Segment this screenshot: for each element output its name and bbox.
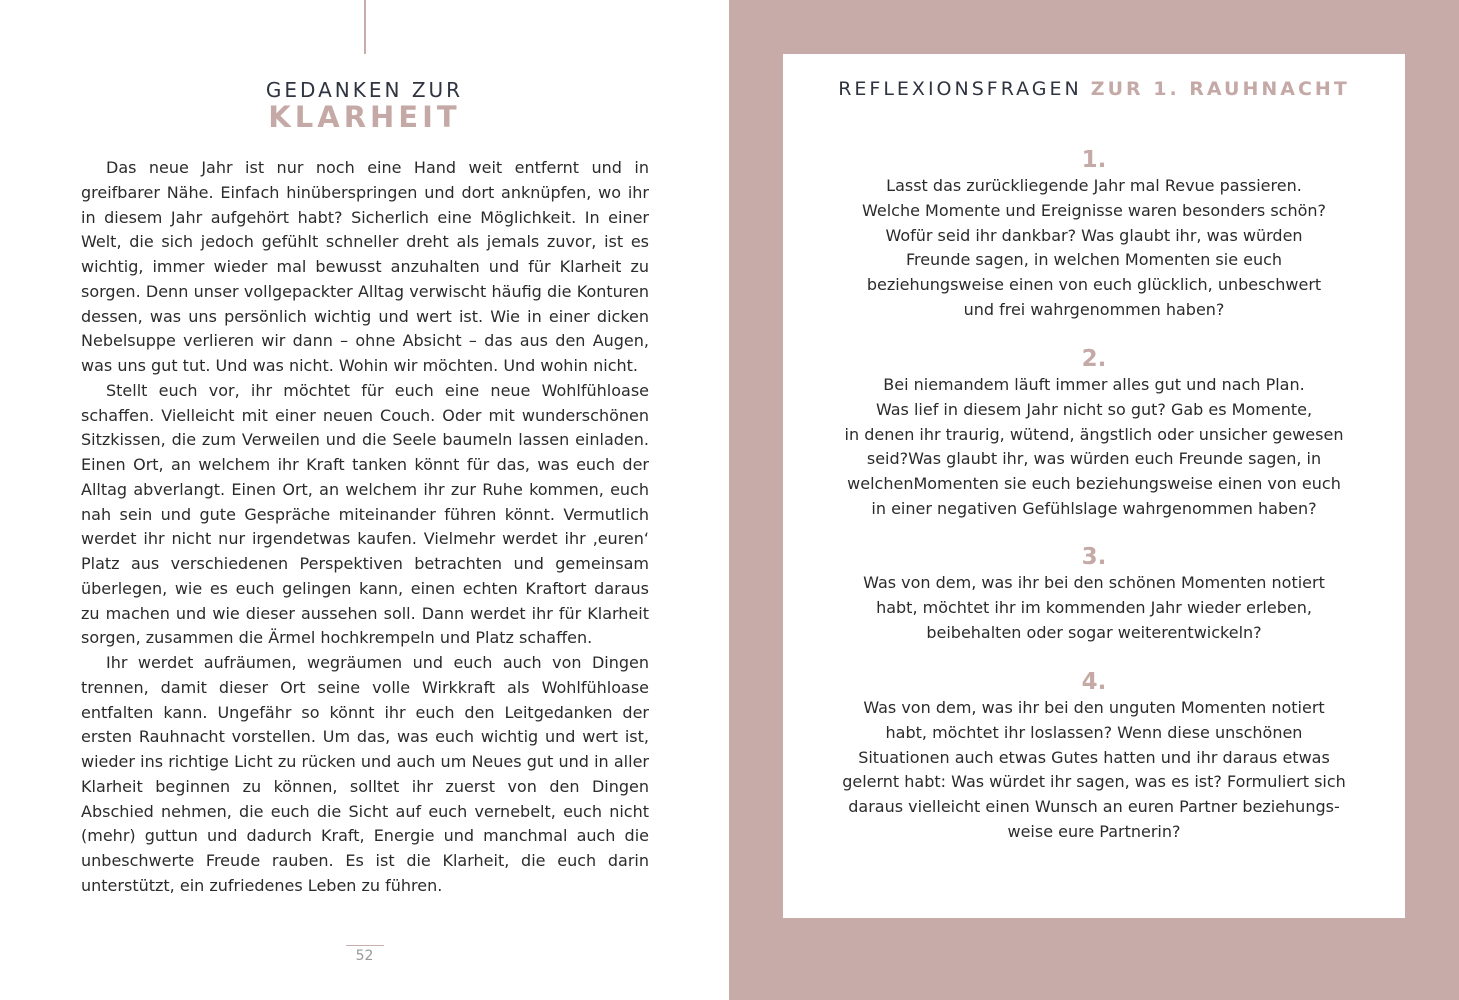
panel-heading-accent: ZUR 1. RAUHNACHT <box>1090 78 1350 100</box>
left-page <box>0 0 729 1000</box>
paragraph-3: Ihr werdet aufräumen, wegräumen und euch auch von Dingen trennen, damit dieser Ort seine volle Wirkkraft als Wohlfühloase entfalten kann. Ungefähr so könnt ihr euch den Leitgedanken der ersten Rauhnacht vorstellen. Um das, was euch wichtig und wert ist, wieder ins richtige Licht zu rücken und auch um Neues gut und in aller Klarheit beginnen zu können, solltet ihr zuerst von den Dingen Abschied nehmen, die euch die Sicht auf euch vernebelt, euch nicht (mehr) guttun und dadurch Kraft, Energie und manchmal auch die unbeschwerte Freude rauben. Es ist die Klarheit, die euch darin unterstützt, ein zufriedenes Leben zu führen. <box>81 653 649 895</box>
question-text <box>823 174 1365 323</box>
question-4 <box>823 668 1365 845</box>
question-line: beziehungsweise einen von euch glücklich, unbeschwert <box>866 275 1322 294</box>
section-heading-kicker: GEDANKEN ZUR <box>265 78 464 102</box>
page-number-rule <box>346 945 384 946</box>
question-line: Was von dem, was ihr bei den unguten Momenten notiert <box>863 698 1325 717</box>
question-line: weise eure Partnerin? <box>1007 821 1181 841</box>
question-line: Lasst das zurückliegende Jahr mal Revue passieren. <box>886 176 1302 195</box>
reflection-panel <box>783 54 1405 918</box>
panel-heading <box>783 78 1405 100</box>
question-line: Was lief in diesem Jahr nicht so gut? Gab es Momente, <box>875 399 1313 419</box>
question-line: beibehalten oder sogar weiterentwickeln? <box>926 622 1262 642</box>
question-number: 2. <box>1081 346 1107 372</box>
question-2 <box>823 345 1365 522</box>
question-line: Wofür seid ihr dankbar? Was glaubt ihr, was würden <box>885 225 1303 245</box>
question-line: Welche Momente und Ereignisse waren besonders schön? <box>861 200 1327 220</box>
question-line: welchenMomenten sie euch beziehungsweise einen von euch <box>847 474 1341 493</box>
question-text <box>823 373 1365 522</box>
top-divider <box>364 0 366 54</box>
question-line: Freunde sagen, in welchen Momenten sie euch <box>905 250 1283 270</box>
question-number: 1. <box>1081 147 1107 173</box>
panel-heading-plain: REFLEXIONSFRAGEN <box>838 78 1082 100</box>
page-number: 52 <box>355 948 374 964</box>
question-number: 4. <box>1081 669 1107 695</box>
question-3 <box>823 543 1365 645</box>
question-line: gelernt habt: Was würdet ihr sagen, was es ist? Formuliert sich <box>842 772 1346 792</box>
question-number: 3. <box>1081 544 1107 570</box>
question-line: Situationen auch etwas Gutes hatten und ihr daraus etwas <box>858 747 1330 767</box>
body-text <box>81 156 649 899</box>
question-line: habt, möchtet ihr im kommenden Jahr wieder erleben, <box>876 597 1312 617</box>
question-line: und frei wahrgenommen haben? <box>963 299 1225 319</box>
section-heading-title: KLARHEIT <box>268 100 461 134</box>
question-line: in denen ihr traurig, wütend, ängstlich oder unsicher gewesen <box>844 424 1344 444</box>
question-line: in einer negativen Gefühlslage wahrgenommen haben? <box>871 498 1317 518</box>
right-page <box>729 0 1459 1000</box>
question-line: daraus vielleicht einen Wunsch an euren Partner beziehungs- <box>848 797 1340 816</box>
question-line: Bei niemandem läuft immer alles gut und nach Plan. <box>883 375 1305 394</box>
question-line: seid?Was glaubt ihr, was würden euch Freunde sagen, in <box>866 449 1322 469</box>
question-text <box>823 571 1365 645</box>
paragraph-1: Das neue Jahr ist nur noch eine Hand weit entfernt und in greifbarer Nähe. Einfach hinüberspringen und dort anknüpfen, wo ihr in diesem Jahr aufgehört habt? Sicherlich eine Möglichkeit. In einer Welt, die sich jedoch gefühlt schneller dreht als jemals zuvor, ist es wichtig, immer wieder mal bewusst anzuhalten und für Klarheit zu sorgen. Denn unser vollgepackter Alltag verwischt häufig die Konturen dessen, was uns persönlich wichtig und wert ist. Wie in einer dicken Nebelsuppe verlieren wir dann – ohne Absicht – das aus den Augen, was uns gut tut. Und was nicht. Wohin wir möchten. Und wohin nicht. <box>81 158 649 375</box>
paragraph-2: Stellt euch vor, ihr möchtet für euch eine neue Wohlfühloase schaffen. Vielleicht mit einer neuen Couch. Oder mit wunderschönen Sitzkissen, die zum Verweilen und die Seele baumeln lassen einladen. Einen Ort, an welchem ihr Kraft tanken könnt für das, was euch der Alltag abverlangt. Einen Ort, an welchem ihr zur Ruhe kommen, euch nah sein und gute Gespräche miteinander führen könnt. Vermutlich werdet ihr nicht nur irgendetwas kaufen. Vielmehr werdet ihr ‚euren‘ Platz aus verschiedenen Perspektiven betrachten und gemeinsam überlegen, wie es euch gelingen kann, einen echten Kraftort daraus zu machen und wie dieser aussehen soll. Dann werdet ihr für Klarheit sorgen, zusammen die Ärmel hochkrempeln und Platz schaffen. <box>81 380 649 648</box>
question-line: Was von dem, was ihr bei den schönen Momenten notiert <box>863 573 1325 592</box>
question-line: habt, möchtet ihr loslassen? Wenn diese unschönen <box>885 722 1303 742</box>
question-1 <box>823 146 1365 323</box>
question-text <box>823 696 1365 845</box>
